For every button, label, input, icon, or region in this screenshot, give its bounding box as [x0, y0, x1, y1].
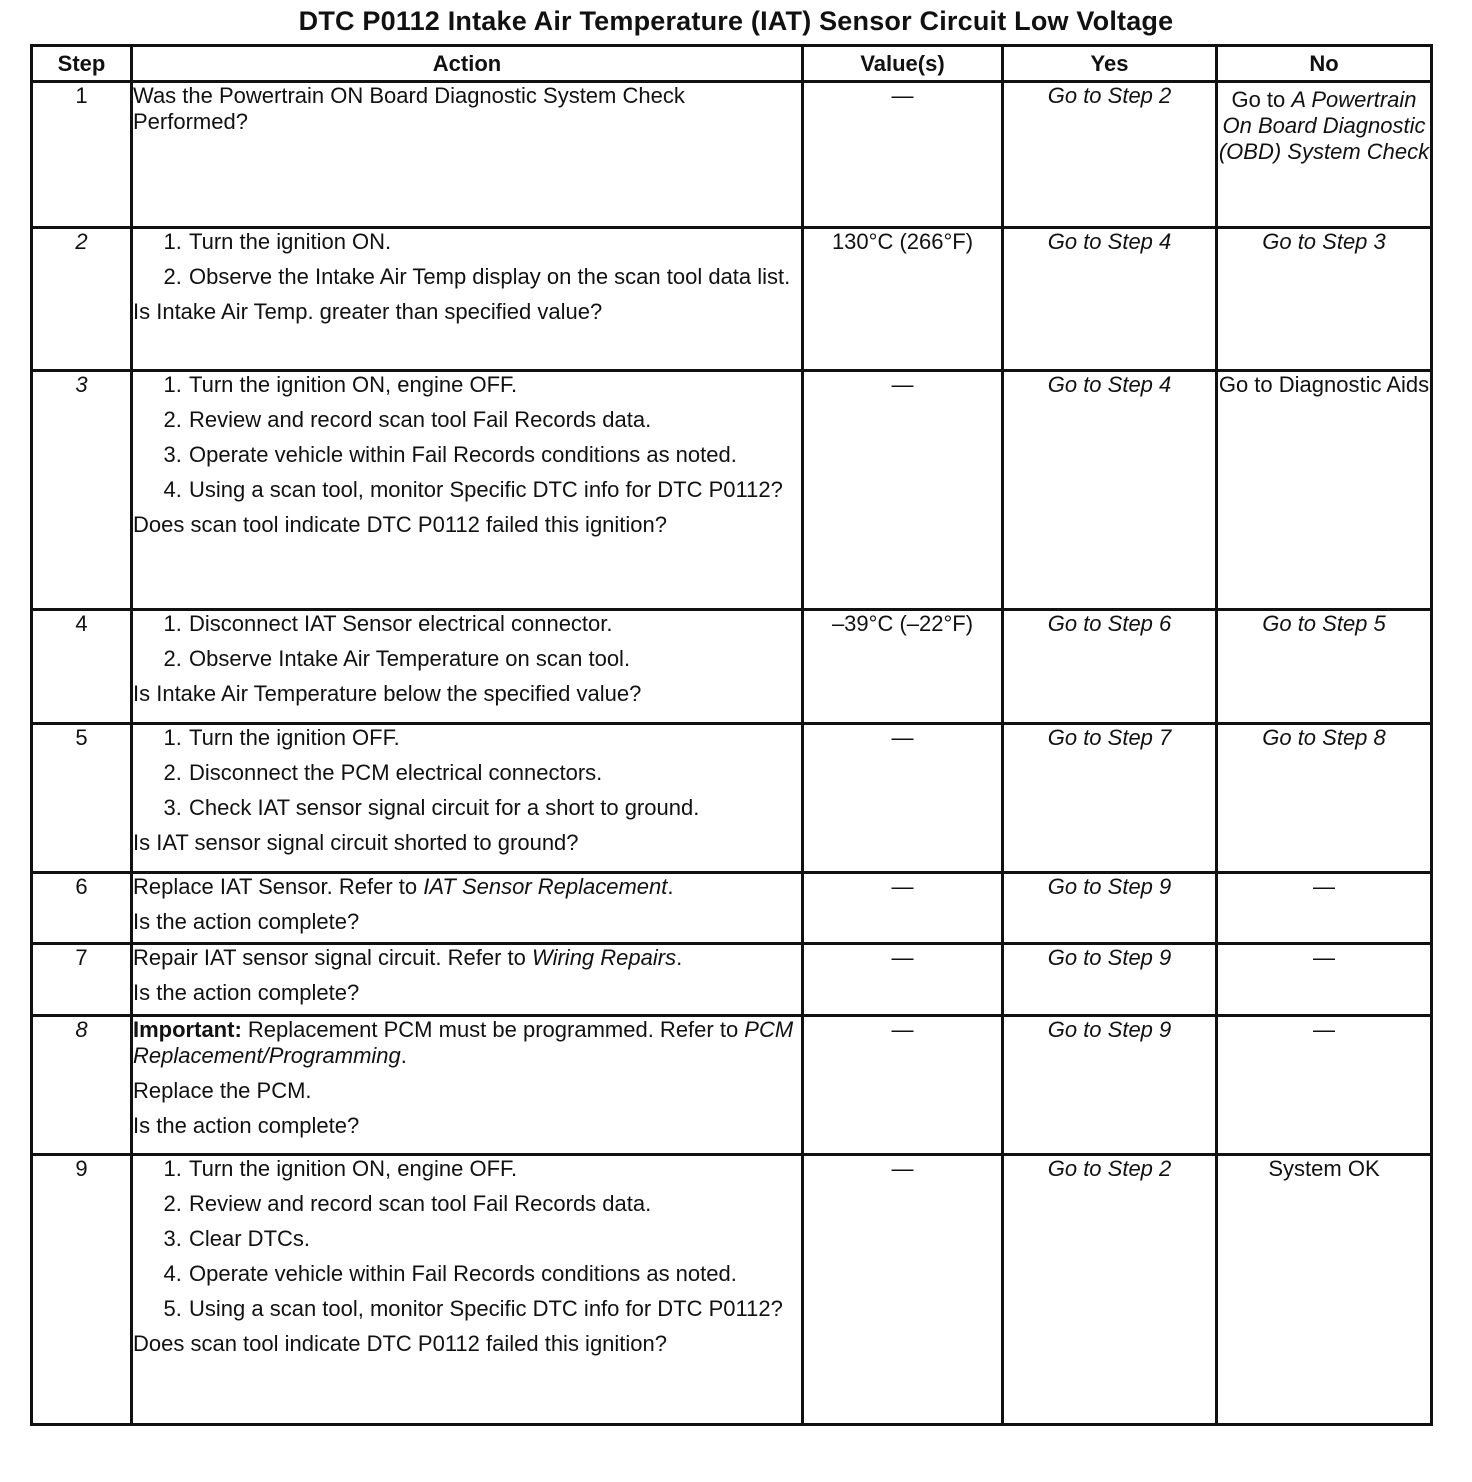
action-step: 3. Clear DTCs.: [188, 1226, 801, 1252]
value-cell: —: [803, 873, 1003, 944]
no-prefix: Go to: [1231, 87, 1292, 112]
step-number: 2: [32, 228, 132, 371]
step-number: 6: [32, 873, 132, 944]
table-row: [32, 944, 1432, 1016]
action-step: 4. Using a scan tool, monitor Specific DTC info for DTC P0112?: [188, 477, 801, 503]
action-cell: [132, 228, 803, 371]
action-question: Does scan tool indicate DTC P0112 failed this ignition?: [133, 512, 668, 537]
action-instruction: Replace the PCM.: [133, 1078, 312, 1103]
action-steps: [133, 725, 801, 821]
action-cell: [132, 82, 803, 228]
action-cell: [132, 371, 803, 610]
table-row: [32, 228, 1432, 371]
instruction-end: .: [667, 874, 674, 899]
header-row: [32, 46, 1432, 82]
no-cell: —: [1217, 944, 1432, 1016]
step-number: 4: [32, 610, 132, 724]
col-header-values: Value(s): [803, 46, 1003, 82]
no-cell: System OK: [1217, 1155, 1432, 1425]
reference-link-text: IAT Sensor Replacement: [423, 874, 668, 899]
step-number: 1: [32, 82, 132, 228]
action-step: 2. Observe the Intake Air Temp display on the scan tool data list.: [188, 264, 801, 290]
no-cell: Go to Step 8: [1217, 724, 1432, 873]
table-row: [32, 724, 1432, 873]
value-cell: —: [803, 82, 1003, 228]
no-cell: [1217, 82, 1432, 228]
value-cell: —: [803, 1016, 1003, 1155]
reference-link-text: PCM Replacement/Programming: [133, 1017, 794, 1068]
important-end: .: [400, 1043, 407, 1068]
no-cell: Go to Step 3: [1217, 228, 1432, 371]
action-step: 3. Operate vehicle within Fail Records conditions as noted.: [188, 442, 801, 468]
step-number: 7: [32, 944, 132, 1016]
action-question: Is the action complete?: [133, 1113, 360, 1138]
action-question: Is Intake Air Temperature below the specified value?: [133, 681, 642, 706]
step-number: 3: [32, 371, 132, 610]
action-cell: [132, 873, 803, 944]
value-cell: 130°C (266°F): [803, 228, 1003, 371]
action-steps: [133, 1156, 801, 1322]
action-question: Is Intake Air Temp. greater than specified value?: [133, 299, 603, 324]
action-steps: [133, 611, 801, 672]
yes-cell: Go to Step 9: [1003, 944, 1217, 1016]
instruction-text: Replace IAT Sensor. Refer to: [133, 874, 424, 899]
value-cell: —: [803, 724, 1003, 873]
no-cell: —: [1217, 1016, 1432, 1155]
action-step: 1. Turn the ignition ON.: [188, 229, 801, 255]
important-note: [133, 1017, 801, 1069]
table-row: [32, 873, 1432, 944]
action-question: Was the Powertrain ON Board Diagnostic System Check Performed?: [133, 83, 685, 134]
col-header-step: Step: [32, 46, 132, 82]
yes-cell: Go to Step 6: [1003, 610, 1217, 724]
action-cell: [132, 1155, 803, 1425]
yes-cell: Go to Step 2: [1003, 82, 1217, 228]
yes-cell: Go to Step 4: [1003, 228, 1217, 371]
step-number: 9: [32, 1155, 132, 1425]
action-step: 4. Operate vehicle within Fail Records conditions as noted.: [188, 1261, 801, 1287]
value-cell: —: [803, 944, 1003, 1016]
col-header-no: No: [1217, 46, 1432, 82]
reference-link-text: Wiring Repairs: [532, 945, 677, 970]
action-step: 2. Review and record scan tool Fail Records data.: [188, 1191, 801, 1217]
instruction-end: .: [676, 945, 683, 970]
instruction-text: Repair IAT sensor signal circuit. Refer to: [133, 945, 533, 970]
step-number: 8: [32, 1016, 132, 1155]
no-cell: Go to Step 5: [1217, 610, 1432, 724]
action-step: 1. Turn the ignition ON, engine OFF.: [188, 1156, 801, 1182]
value-cell: –39°C (–22°F): [803, 610, 1003, 724]
no-cell: Go to Diagnostic Aids: [1217, 371, 1432, 610]
action-step: 1. Turn the ignition ON, engine OFF.: [188, 372, 801, 398]
action-step: 1. Disconnect IAT Sensor electrical connector.: [188, 611, 801, 637]
action-question: Does scan tool indicate DTC P0112 failed this ignition?: [133, 1331, 668, 1356]
action-cell: [132, 944, 803, 1016]
page-title: DTC P0112 Intake Air Temperature (IAT) Sensor Circuit Low Voltage: [298, 6, 1174, 36]
action-question: Is the action complete?: [133, 980, 360, 1005]
action-steps: [133, 229, 801, 290]
action-step: 2. Review and record scan tool Fail Records data.: [188, 407, 801, 433]
action-instruction: [133, 945, 801, 971]
diagnostic-table: [30, 44, 1433, 1426]
value-cell: —: [803, 371, 1003, 610]
important-text: Replacement PCM must be programmed. Refer to: [241, 1017, 745, 1042]
action-cell: [132, 1016, 803, 1155]
yes-cell: Go to Step 9: [1003, 873, 1217, 944]
no-reference: A Powertrain On Board Diagnostic (OBD) System Check: [1218, 87, 1430, 164]
action-step: 3. Check IAT sensor signal circuit for a short to ground.: [188, 795, 801, 821]
action-steps: [133, 372, 801, 503]
action-cell: [132, 724, 803, 873]
action-instruction: [133, 874, 801, 900]
step-number: 5: [32, 724, 132, 873]
col-header-action: Action: [132, 46, 803, 82]
action-step: 2. Observe Intake Air Temperature on scan tool.: [188, 646, 801, 672]
action-question: Is IAT sensor signal circuit shorted to ground?: [133, 830, 579, 855]
important-label: Important:: [133, 1017, 242, 1042]
yes-cell: Go to Step 4: [1003, 371, 1217, 610]
action-step: 5. Using a scan tool, monitor Specific DTC info for DTC P0112?: [188, 1296, 801, 1322]
table-row: [32, 82, 1432, 228]
table-row: [32, 371, 1432, 610]
action-step: 2. Disconnect the PCM electrical connectors.: [188, 760, 801, 786]
yes-cell: Go to Step 7: [1003, 724, 1217, 873]
action-cell: [132, 610, 803, 724]
action-step: 1. Turn the ignition OFF.: [188, 725, 801, 751]
table-row: [32, 610, 1432, 724]
no-cell: —: [1217, 873, 1432, 944]
table-row: [32, 1016, 1432, 1155]
yes-cell: Go to Step 2: [1003, 1155, 1217, 1425]
action-question: Is the action complete?: [133, 909, 360, 934]
col-header-yes: Yes: [1003, 46, 1217, 82]
table-row: [32, 1155, 1432, 1425]
value-cell: —: [803, 1155, 1003, 1425]
yes-cell: Go to Step 9: [1003, 1016, 1217, 1155]
